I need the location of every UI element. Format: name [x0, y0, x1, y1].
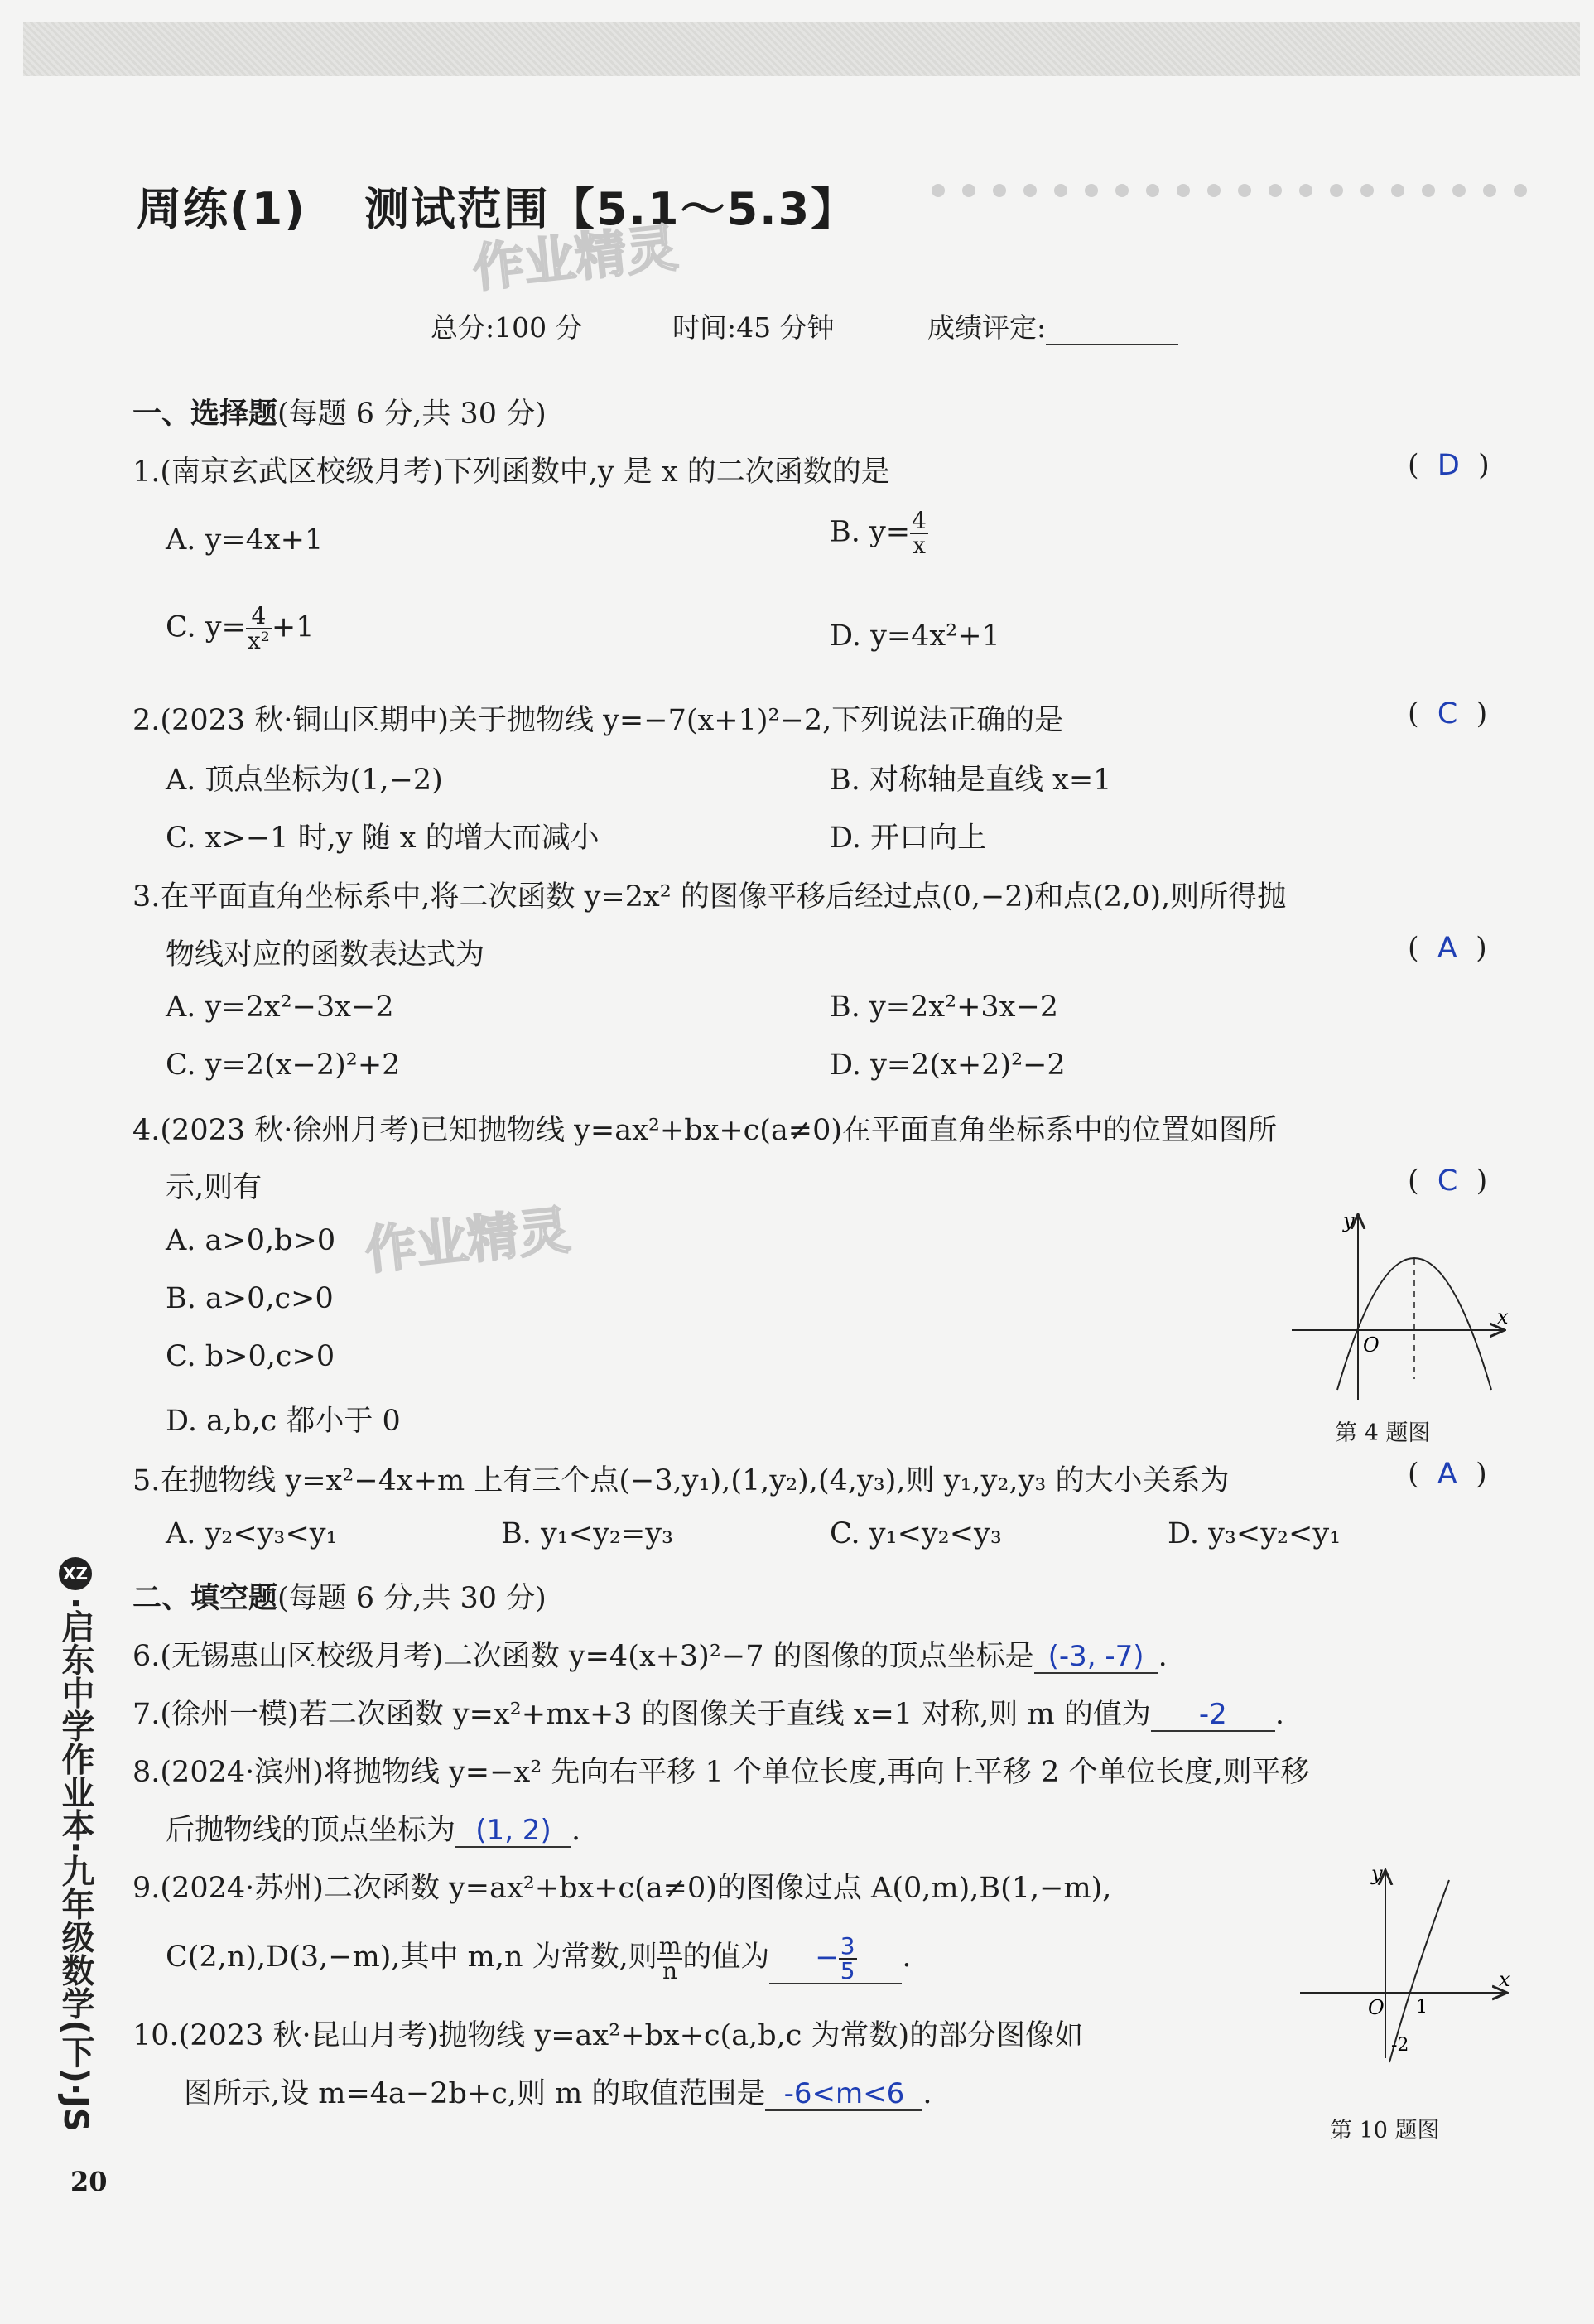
side-book-title	[50, 1557, 99, 2132]
q10-tick-minus2: -2	[1391, 2035, 1409, 2056]
q9-answer[interactable]: − $\frac{3}{5}$	[769, 1935, 902, 1984]
q10-graph	[1292, 1855, 1515, 2071]
q6: 6.(无锡惠山区校级月考)二次函数 y=4(x+3)²−7 的图像的顶点坐标是 (-3, -7) .	[132, 1640, 1168, 1673]
q5-option-c: C. y₁<y₂<y₃	[830, 1517, 1002, 1550]
q3-option-c: C. y=2(x−2)²+2	[166, 1049, 401, 1082]
section-fill-note: (每题 6 分,共 30 分)	[277, 1582, 547, 1615]
publisher-logo: XZ	[59, 1557, 92, 1590]
section-choice-title: 一、选择题	[132, 398, 278, 431]
q4-option-c: C. b>0,c>0	[166, 1340, 335, 1373]
title-dots	[932, 184, 1544, 200]
q1-option-d: D. y=4x²+1	[830, 620, 1000, 653]
q10-y-label: y	[1371, 1862, 1383, 1885]
section-fill-heading	[132, 1575, 547, 1617]
q7-stem: 7.(徐州一模)若二次函数 y=x²+mx+3 的图像关于直线 x=1 对称,则 m 的值为	[132, 1698, 1151, 1731]
q3-option-d: D. y=2(x+2)²−2	[830, 1049, 1066, 1082]
q4-y-label: y	[1343, 1209, 1355, 1232]
title-range: 测试范围【5.1～5.3】	[364, 183, 858, 235]
q1-option-a: A. y=4x+1	[166, 523, 324, 557]
section-choice-note: (每题 6 分,共 30 分)	[277, 398, 547, 431]
q5-option-b: B. y₁<y₂=y₃	[501, 1517, 674, 1550]
grade-field	[927, 306, 1178, 345]
q8-line2: 后抛物线的顶点坐标为 (1, 2) .	[166, 1814, 581, 1847]
q7: 7.(徐州一模)若二次函数 y=x²+mx+3 的图像关于直线 x=1 对称,则 m 的值为 -2 .	[132, 1698, 1284, 1731]
q5-answer: ( A )	[1408, 1458, 1487, 1491]
q8-answer[interactable]: (1, 2)	[455, 1815, 571, 1848]
q2-option-b: B. 对称轴是直线 x=1	[830, 764, 1112, 797]
q3-answer-value: A	[1437, 932, 1457, 965]
q9-stem-line2: C(2,n),D(3,−m),其中 m,n 为常数,则	[166, 1941, 657, 1974]
q3-stem-line1: 3.在平面直角坐标系中,将二次函数 y=2x² 的图像平移后经过点(0,−2)和点(2,0),则所得抛	[132, 880, 1287, 914]
q1-stem: 1.(南京玄武区校级月考)下列函数中,y 是 x 的二次函数的是	[132, 456, 890, 489]
q9-stem-line1: 9.(2024·苏州)二次函数 y=ax²+bx+c(a≠0)的图像过点 A(0,m),B(1,−m),	[132, 1872, 1112, 1905]
top-scan-band	[23, 22, 1580, 76]
q4-caption: 第 4 题图	[1335, 1420, 1431, 1446]
q4-stem-line1: 4.(2023 秋·徐州月考)已知抛物线 y=ax²+bx+c(a≠0)在平面直角坐标系中的位置如图所	[132, 1114, 1278, 1147]
grade-label: 成绩评定:	[927, 311, 1047, 344]
q4-option-a: A. a>0,b>0	[166, 1224, 336, 1257]
q4-answer-value: C	[1437, 1164, 1458, 1198]
q7-answer[interactable]: -2	[1151, 1699, 1275, 1732]
q3-stem-line2: 物线对应的函数表达式为	[166, 938, 485, 972]
q4-graph	[1283, 1209, 1515, 1408]
page-number: 20	[70, 2166, 108, 2197]
q10-origin-label: O	[1368, 1996, 1385, 2019]
grade-blank[interactable]	[1046, 319, 1178, 345]
q2-option-d: D. 开口向上	[830, 822, 987, 855]
q1-answer-value: D	[1437, 449, 1460, 482]
q10-caption: 第 10 题图	[1330, 2118, 1440, 2143]
q4-x-label: x	[1497, 1305, 1509, 1328]
q9-line2: C(2,n),D(3,−m),其中 m,n 为常数,则 $\frac{m}{n}$ 的值为 − $\frac{3}{5}$ .	[166, 1931, 912, 1984]
q3-option-a: A. y=2x²−3x−2	[166, 991, 394, 1024]
section-choice-heading	[132, 391, 547, 432]
q3-answer: ( A )	[1408, 932, 1487, 965]
q4-stem-line2: 示,则有	[166, 1171, 262, 1204]
q4-option-d: D. a,b,c 都小于 0	[166, 1405, 401, 1438]
watermark-2: 作业精灵	[362, 1199, 573, 1281]
q6-answer[interactable]: (-3, -7)	[1034, 1641, 1158, 1674]
q4-option-b: B. a>0,c>0	[166, 1282, 334, 1315]
q8-stem-line1: 8.(2024·滨州)将抛物线 y=−x² 先向右平移 1 个单位长度,再向上平移 2 个单位长度,则平移	[132, 1756, 1310, 1789]
q1-option-c: C. y= $\frac{4}{\text{x²}}$ +1	[166, 602, 315, 654]
q2-option-c: C. x>−1 时,y 随 x 的增大而减小	[166, 822, 600, 855]
q10-stem-line1: 10.(2023 秋·昆山月考)抛物线 y=ax²+bx+c(a,b,c 为常数)的部分图像如	[132, 2019, 1084, 2052]
q5-option-a: A. y₂<y₃<y₁	[166, 1517, 338, 1550]
q8-stem-line2: 后抛物线的顶点坐标为	[166, 1814, 456, 1847]
q10-stem-line2: 图所示,设 m=4a−2b+c,则 m 的取值范围是	[184, 2077, 766, 2110]
q1-option-b: B. y= $\frac{4}{x}$	[830, 507, 927, 559]
watermark: 作业精灵	[470, 217, 681, 299]
q10-x-label: x	[1499, 1968, 1510, 1991]
q2-stem: 2.(2023 秋·铜山区期中)关于抛物线 y=−7(x+1)²−2,下列说法正确的是	[132, 704, 1064, 737]
q2-answer-value: C	[1437, 697, 1458, 730]
q4-answer: ( C )	[1408, 1164, 1488, 1198]
section-fill-title: 二、填空题	[132, 1582, 278, 1615]
q5-option-d: D. y₃<y₂<y₁	[1168, 1517, 1341, 1550]
q2-answer: ( C )	[1408, 697, 1488, 730]
score-total: 总分:100 分	[431, 311, 583, 344]
time-limit: 时间:45 分钟	[672, 311, 835, 344]
q10-line2: 图所示,设 m=4a−2b+c,则 m 的取值范围是 -6<m<6 .	[184, 2077, 932, 2110]
q4-origin-label: O	[1363, 1333, 1380, 1357]
q5-stem: 5.在抛物线 y=x²−4x+m 上有三个点(−3,y₁),(1,y₂),(4,y₃),则 y₁,y₂,y₃ 的大小关系为	[132, 1464, 1230, 1497]
q6-stem: 6.(无锡惠山区校级月考)二次函数 y=4(x+3)²−7 的图像的顶点坐标是	[132, 1640, 1034, 1673]
title-week: 周练(1)	[137, 183, 306, 235]
q5-answer-value: A	[1437, 1458, 1457, 1491]
q10-tick-1: 1	[1416, 1997, 1428, 2018]
q2-option-a: A. 顶点坐标为(1,−2)	[166, 764, 443, 797]
side-book-text: ·启东中学作业本·九年级数学(下)·JS	[56, 1597, 94, 2132]
q1-answer: ( D )	[1408, 449, 1490, 482]
q3-option-b: B. y=2x²+3x−2	[830, 991, 1059, 1024]
q10-answer[interactable]: -6<m<6	[765, 2078, 922, 2111]
